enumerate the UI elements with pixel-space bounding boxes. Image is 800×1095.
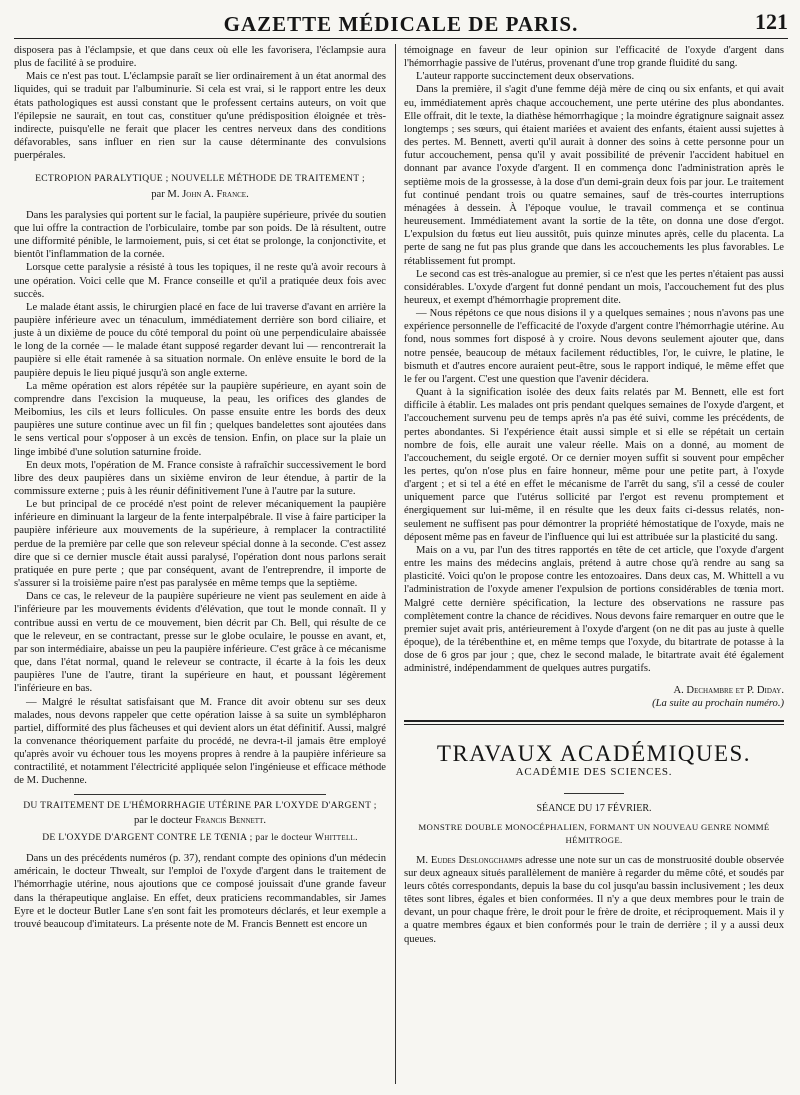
article-author: par le docteur Francis Bennett. <box>133 814 267 826</box>
journal-title: GAZETTE MÉDICALE DE PARIS. <box>223 12 579 36</box>
left-column <box>14 44 386 931</box>
article-title: DU TRAITEMENT DE L'HÉMORRHAGIE UTÉRINE PAR L'OXYDE D'ARGENT ; <box>23 799 377 811</box>
note-title: MONSTRE DOUBLE MONOCÉPHALIEN, FORMANT UN NOUVEAU GENRE NOMMÉ HÉMITROGE. <box>418 822 770 846</box>
paragraph: Dans un des précédents numéros (p. 37), rendant compte des opinions d'un médecin américain, le docteur Thwealt, sur l'emploi de l'oxyde d'argent dans le traitement de l'hémorrhagie utérine, nous ajoutions que ce composé jouissait d'une grande faveur dans la thérapeutique anglaise. En effet, deux praticiens recommandables, sir James Eyre et le docteur Butler Lane s'en sont fait les promoteurs déclarés, et leur exemple a trouvé beaucoup d'imitateurs. La présente note de M. Francis Bennett est encore un <box>14 853 386 930</box>
article-author: par M. John A. France. <box>151 188 249 200</box>
paragraph: Le but principal de ce procédé n'est point de relever mécaniquement la paupière inférieure en diminuant la largeur de la fente interpalpébrale. Il vise à faire participer la paupière inférieure aux mouvements de la supérieure, à remplacer la contractilité perdue de la première par celle que son releveur spécial donne à la seconde. C'est assez dire que si ce dernier muscle était aussi paralysé, l'opération dont nous parlons serait pratiquée en pure perte ; que par conséquent, avant de l'entreprendre, il importe de s'assurer si la troisième paire n'est pas paralysée en même temps que la septième. <box>14 499 386 590</box>
paragraph: L'auteur rapporte succinctement deux observations. <box>416 71 635 83</box>
paragraph: Le malade étant assis, le chirurgien placé en face de lui traverse d'avant en arrière la paupière inférieure avec un ténaculum, immédiatement derrière son bord ciliaire, et juste à un dixième de pouce du côté temporal du point où une perpendiculaire abaissée le long de la cornée — le malade étant supposé regarder devant lui — rencontrerait la paupière si elle était ramenée à sa situation normale. On enlève ensuite le bord de la paupière depuis le lieu piqué jusqu'à son angle externe. <box>14 301 386 379</box>
paragraph: Dans la première, il s'agit d'une femme déjà mère de cinq ou six enfants, et qui avait eu, immédiatement après chaque accouchement, une perte utérine des plus abondantes. Elle offrait, dit le texte, la diathèse hémorrhagique ; la moindre égratignure saignait assez longtemps ; ses sœurs, qui étaient mariées et avaient des enfants, étaient aussi sujettes à des pertes. M. Bennett, averti qu'il aurait à donner des soins à cette personne pour un futur accouchement, pensa qu'il y avait possibilité de prévenir l'accident habituel en donnant par avance l'oxyde d'argent. Il en commença donc l'administration après le septième mois de la grossesse, à la dose d'un demi-grain deux fois par jour. Le traitement fut continué pendant trois ou quatre semaines, sauf de très-courtes interruptions ménagées à dessein. À l'époque voulue, le travail commença et se continua heureusement. Immédiatement avant la sortie de la tête, on donna une dose d'ergot. L'expulsion du fœtus eut lieu aussitôt, puis quinze minutes après, celle du placenta. La perte de sang ne fut pas plus grande que dans les accouchements les plus favorables. Le rétablissement fut prompt. <box>404 84 784 267</box>
page-header <box>14 6 788 39</box>
paragraph: Dans les paralysies qui portent sur le facial, la paupière supérieure, privée du soutien que lui offre la contraction de l'orbiculaire, tombe par son poids. De là résultent, outre une difformité pénible, le larmoiement, puis, si cet état se prolonge, la conjonctivite, et bientôt l'inflammation de la cornée. <box>14 209 386 261</box>
signature: A. Dechambre et P. Diday. <box>673 684 784 696</box>
paragraph: Le second cas est très-analogue au premier, si ce n'est que les pertes n'étaient pas aussi considérables. L'oxyde d'argent fut donné pendant un mois, l'accouchement fut des plus heureux, et exempt d'hémorrhagie proprement dite. <box>404 268 784 306</box>
paragraph: Dans ce cas, le releveur de la paupière supérieure ne vient pas seulement en aide à l'inférieure par les mouvements évidents d'élévation, que tout le monde connaît. Il y contribue aussi en vertu de ce mouvement, bien décrit par Ch. Bell, qui résulte de ce que le releveur, en se contractant, presse sur le globe oculaire, le pousse en avant, et, par son intermédiaire, abaisse un peu la paupière inférieure. C'est grâce à ce mécanisme que, dans l'état normal, quand le releveur se contracte, il écarte à la fois les deux paupières l'une de l'autre, tirant la supérieure en haut, et poussant légèrement l'inférieure en bas. <box>14 591 386 695</box>
section-title: TRAVAUX ACADÉMIQUES. <box>436 740 752 766</box>
paragraph: Quant à la signification isolée des deux faits relatés par M. Bennett, elle est fort difficile à établir. Les malades ont pris pendant quelques semaines de l'oxyde d'argent, et l'accouchement survenu peu de temps après n'a pas été suivi, comme les précédents, de pertes abondantes. Si l'expérience était aussi simple et si elle se répétait un certain nombre de fois, elle aurait une valeur réelle. Mais on a donné, au moment de l'accouchement, du seigle ergoté. Or ce dernier moyen suffit si souvent pour empêcher les pertes, qu'on n'ose plus en faire honneur, même pour une petite part, à l'oxyde d'argent ; et si tel a été en effet le mécanisme de l'arrêt du sang, s'il a cessé de couler uniquement parce que l'utérus sollicité par l'ergot est revenu promptement et énergiquement sur lui-même, il en résulte que les deux faits ci-dessus relatés, non-seulement ne suffisent pas pour démontrer la propriété hémostatique de l'oxyde, mais ne déposent même pas en faveur de l'influence qui lui est attribuée sur la plasticité du sang. <box>404 387 784 543</box>
paragraph: Lorsque cette paralysie a résisté à tous les topiques, il ne reste qu'à avoir recours à une opération. Voici celle que M. France conseille et qu'il a pratiquée deux fois avec succès. <box>14 262 386 300</box>
article-title: DE L'OXYDE D'ARGENT CONTRE LE TŒNIA ; par le docteur Whittell. <box>42 831 358 843</box>
section-subtitle: ACADÉMIE DES SCIENCES. <box>515 765 673 778</box>
paragraph: La même opération est alors répétée sur la paupière supérieure, en ayant soin de comprendre dans l'excision la muqueuse, la peau, les orifices des glandes de Meibomius, les cils et leurs follicules. On passe ensuite entre les bords des deux paupières une suture continue avec un fil fin ; quelques bandelettes sont ajoutées dans le sens vertical pour s'opposer à un excès de tension. Enfin, on place sur la plaie un linge imbibé d'une solution saturnine froide. <box>14 380 386 458</box>
to-be-continued: (La suite au prochain numéro.) <box>652 697 784 709</box>
session-date: SÉANCE DU 17 FÉVRIER. <box>536 803 652 815</box>
divider <box>564 793 624 794</box>
paragraph: disposera pas à l'éclampsie, et que dans ceux où elle les favorisera, l'éclampsie aura plus de facilité à se produire. <box>14 45 386 70</box>
right-column <box>404 44 784 946</box>
paragraph: témoignage en faveur de leur opinion sur l'efficacité de l'oxyde d'argent dans l'hémorrhagie passive de l'utérus, provenant d'une trop grande fluidité du sang. <box>404 45 784 70</box>
paragraph: — Nous répétons ce que nous disions il y a quelques semaines ; nous n'avons pas une expérience personnelle de l'efficacité de l'oxyde d'argent contre l'hémorrhagie utérine. Au fond, nous sommes fort disposé à y croire. Nous devons seulement ajouter que, dans notre pensée, beaucoup de métaux facilement réductibles, l'or, le cuivre, le platine, le bismuth et d'autres encore auraient peut-être, sous le rapport indiqué, le même effet que le fer ou l'argent. C'est une question que l'avenir décidera. <box>404 308 784 385</box>
paragraph: En deux mots, l'opération de M. France consiste à rafraîchir successivement le bord libre des deux paupières dans un sixième environ de leur étendue, à partir de la commissure externe ; puis à les réunir définitivement l'une à l'autre par la suture. <box>14 459 386 497</box>
section-divider <box>404 720 784 725</box>
article-title: ECTROPION PARALYTIQUE ; NOUVELLE MÉTHODE DE TRAITEMENT ; <box>35 173 365 185</box>
paragraph: — Malgré le résultat satisfaisant que M. France dit avoir obtenu sur ses deux malades, nous devons rappeler que cette opération laisse à sa suite un symblépharon partiel, difformité des plus fâcheuses et qui devient alors un état définitif. Aussi, malgré la convenance théoriquement parfaite du procédé, ne devra-t-il jamais être employé qu'après avoir vu échouer tous les moyens propres à rendre à la paupière inférieure sa contractilité, et notamment l'électricité appliquée selon l'ingénieuse et efficace méthode de M. Duchenne. <box>14 696 386 787</box>
paragraph: M. Eudes Deslongchamps adresse une note sur un cas de monstruosité double observée sur deux agneaux situés parallèlement de manière à regarder du même côté, et soudés par leurs côtés correspondants, depuis la base du col jusqu'au bassin inclusivement ; les deux têtes sont libres, égales et bien conformées. Il n'y a que deux membres pour le train de devant, un pour chaque frère, le droit pour le frère de droite, et réciproquement. Mais il y a quatre membres égaux et bien conformés pour le train de derrière ; il y a aussi deux queues. <box>404 854 784 945</box>
paragraph: Mais on a vu, par l'un des titres rapportés en tête de cet article, que l'oxyde d'argent entre les mains des médecins anglais, prétend à autre chose qu'à rendre au sang sa plasticité. Voici qu'on le propose contre les entozoaires. Dans deux cas, M. Whittell a vu l'administration de l'oxyde amener l'expulsion de portions considérables de tœnia mort. Malgré cette dernière spécification, la lecture des observations ne rassure pas complètement contre la chance de récidives. Nous devons faire remarquer en outre que le premier sujet avait pris, antérieurement à l'oxyde d'argent (on ne dit pas au juste à quelle époque), de la térébenthine et, en même temps que l'oxyde, du bitartrate de potasse à la dose de 6 gros par jour ; que, chez le second malade, le bitartrate avait été également administré, indépendamment de quelques autres purgatifs. <box>404 544 784 675</box>
paragraph: Mais ce n'est pas tout. L'éclampsie paraît se lier ordinairement à un état anormal des liquides, qui se traduit par l'albuminurie. Si cela est vrai, si le rapport entre les deux états pathologiques est aussi constant que le professent certains auteurs, on voit que l'épilepsie ne saurait, en tout cas, constituer qu'une prédisposition éloignée et très-indirecte, puisqu'elle ne ferait que placer les centres nerveux dans des conditions défavorables, sans influer en rien sur la cause déterminante des convulsions puerpérales. <box>14 71 386 162</box>
column-divider <box>395 44 396 1084</box>
page-number: 121 <box>755 9 788 34</box>
divider <box>74 794 326 795</box>
